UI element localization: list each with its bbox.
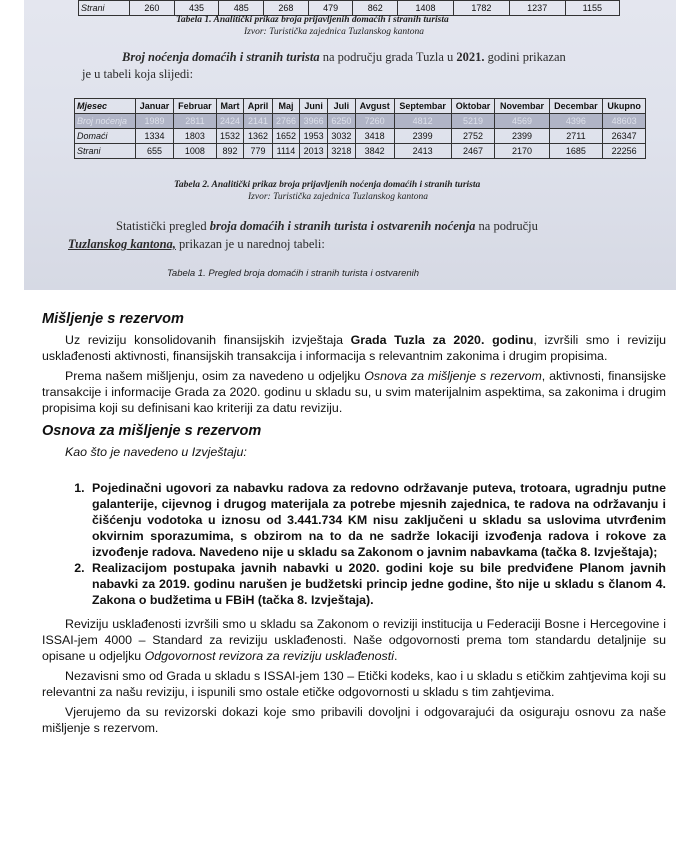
intro-line2: je u tabeli koja slijedi: [82,67,194,81]
table-cell: 4812 [394,114,451,129]
table-row [75,114,646,129]
table-cell: 1782 [453,1,509,16]
table-cell: 1803 [174,129,217,144]
table-cell: 2013 [300,144,328,159]
row-label: Strani [75,144,136,159]
table-cell: 4569 [495,114,549,129]
row-label: Domaći [75,129,136,144]
table-header-cell: Januar [135,99,173,114]
table-cell: 4396 [549,114,603,129]
table-cell: 1989 [135,114,173,129]
table-cell: 2711 [549,129,603,144]
heading-osnova: Osnova za mišljenje s rezervom [42,423,262,439]
source-table2: Izvor: Turistička zajednica Tuzlanskog kantona [248,192,428,202]
table-cell: 1532 [216,129,244,144]
table-cell: 2424 [216,114,244,129]
table-cell: 2752 [451,129,495,144]
stat-line2: Tuzlanskog kantona, prikazan je u narednoj tabeli: [68,237,325,251]
table-row [75,144,646,159]
table-cell: 892 [216,144,244,159]
table-cell: 2766 [272,114,300,129]
table-cell: 2399 [495,129,549,144]
table-cell: 779 [244,144,272,159]
stat-line1: Statistički pregled broja domaćih i stranih turista i ostvarenih noćenja na području [116,219,538,233]
table-header-cell: Mart [216,99,244,114]
table-cell: 2413 [394,144,451,159]
table-header-cell: Maj [272,99,300,114]
table-cell: 1008 [174,144,217,159]
list-item: 1. Pojedinačni ugovori za nabavku radova za redovno održavanje puteva, trotoara, ugradnju putne galanterije, cijevnog i drugog materijala za potrebe mjesnih zajednica, te radova na održavanju i čišćenju vodotoka u iznosu od 3.441.734 KM nisu zaključeni u skladu sa uslovima utvrđenim okvirnim sporazumima, s obzirom na to da ne sadrže lokaciji izvođenja radova i rokove za izvođenje radova. Navedeno nije u skladu sa Zakonom o javnim nabavkama (tačka 8. Izvještaja); [88,480,666,560]
table-cell: 2811 [174,114,217,129]
table-header-cell: Februar [174,99,217,114]
table-cell: 3418 [355,129,394,144]
list-item: 2. Realizacijom postupaka javnih nabavki u 2020. godini koje su bile predviđene Planom javnih nabavki za 2019. godinu narušen je budžetski princip jedne godine, što nije u skladu s članom 4. Zakona o budžetima u FBiH (tačka 8. Izvještaja). [88,560,666,608]
table-cell: 3842 [355,144,394,159]
table-cell: 1652 [272,129,300,144]
strani-top-label: Strani [79,1,130,16]
caption-table1: Tabela 1. Analitički prikaz broja prijavljenih domaćih i stranih turista [176,15,449,25]
table-cell: 862 [353,1,398,16]
table-cell: 2141 [244,114,272,129]
table-cell: 655 [135,144,173,159]
table-header-cell: Juli [328,99,356,114]
table-cell: 2467 [451,144,495,159]
table-cell: 260 [130,1,175,16]
paragraph-1: Uz reviziju konsolidovanih finansijskih izvještaja Grada Tuzla za 2020. godinu, izvršili smo i reviziju usklađenosti aktivnosti, finansijskih transakcija i informacija s relevantnim zakonima i drugim propisima. [42,333,666,363]
table-cell: 3966 [300,114,328,129]
table-cell: 5219 [451,114,495,129]
table-cell: 1114 [272,144,300,159]
intro-line1: Broj noćenja domaćih i stranih turista na području grada Tuzla u 2021. godini prikazan [122,50,566,64]
table-cell: 479 [308,1,353,16]
nocenja-table [74,98,646,159]
kao-sto-line: Kao što je navedeno u Izvještaju: [65,445,247,459]
paragraph-4: Nezavisni smo od Grada u skladu s ISSAI-jem 130 – Etički kodeks, kao i u skladu s etičkim zahtjevima koji su relevantni za našu reviziju, i ispunili smo ostale etičke odgovornosti u skladu s tim zahtjevima. [42,669,666,699]
source-table1: Izvor: Turistička zajednica Tuzlanskog kantona [244,27,424,37]
table-cell: 3218 [328,144,356,159]
row-label: Broj noćenja [75,114,136,129]
table-header-cell: Septembar [394,99,451,114]
table-cell: 26347 [603,129,646,144]
table-cell: 1237 [509,1,565,16]
table-header-cell: Ukupno [603,99,646,114]
table-cell: 435 [174,1,219,16]
paragraph-5: Vjerujemo da su revizorski dokazi koje smo pribavili dovoljni i odgovarajući da osiguraju osnovu za naše mišljenje s rezervom. [42,705,666,735]
table-cell: 1953 [300,129,328,144]
table-header-cell: Mjesec [75,99,136,114]
table-header-cell: Novembar [495,99,549,114]
table-cell: 7260 [355,114,394,129]
findings-list [42,480,666,608]
table-header-row [75,99,646,114]
strani-top-table [78,0,620,16]
table-cell: 48603 [603,114,646,129]
table-header-cell: April [244,99,272,114]
table-cell: 2399 [394,129,451,144]
heading-misljenje: Mišljenje s rezervom [42,311,184,327]
book-page-photo [24,0,676,290]
tabela1-title: Tabela 1. Pregled broja domaćih i stranih turista i ostvarenih [167,268,420,279]
strani-top-row [79,1,620,16]
table-header-cell: Decembar [549,99,603,114]
table-cell: 2170 [495,144,549,159]
table-row [75,129,646,144]
table-cell: 1334 [135,129,173,144]
table-cell: 485 [219,1,264,16]
table-cell: 22256 [603,144,646,159]
table-cell: 1685 [549,144,603,159]
table-cell: 1408 [398,1,454,16]
table-header-cell: Avgust [355,99,394,114]
caption-table2: Tabela 2. Analitički prikaz broja prijavljenih noćenja domaćih i stranih turista [174,180,481,190]
table-cell: 6250 [328,114,356,129]
table-cell: 1362 [244,129,272,144]
table-cell: 3032 [328,129,356,144]
table-cell: 268 [264,1,309,16]
audit-document [42,304,666,740]
paragraph-2: Prema našem mišljenju, osim za navedeno u odjeljku Osnova za mišljenje s rezervom, aktivnosti, finansijske transakcije i informacije Grada za 2020. godinu u skladu su, u svim materijalnim aspektima, sa zakonima i drugim propisima koji su definisani kao kriteriji za datu reviziju. [42,369,666,415]
table-cell: 1155 [565,1,619,16]
table-header-cell: Oktobar [451,99,495,114]
paragraph-3: Reviziju usklađenosti izvršili smo u skladu sa Zakonom o reviziji institucija u Federaciji Bosne i Hercegovine i ISSAI-jem 4000 – Standard za reviziju usklađenosti. Naše odgovornosti prema tom standardu detaljnije su opisane u odjeljku Odgovornost revizora za reviziju usklađenosti. [42,617,666,663]
table-header-cell: Juni [300,99,328,114]
